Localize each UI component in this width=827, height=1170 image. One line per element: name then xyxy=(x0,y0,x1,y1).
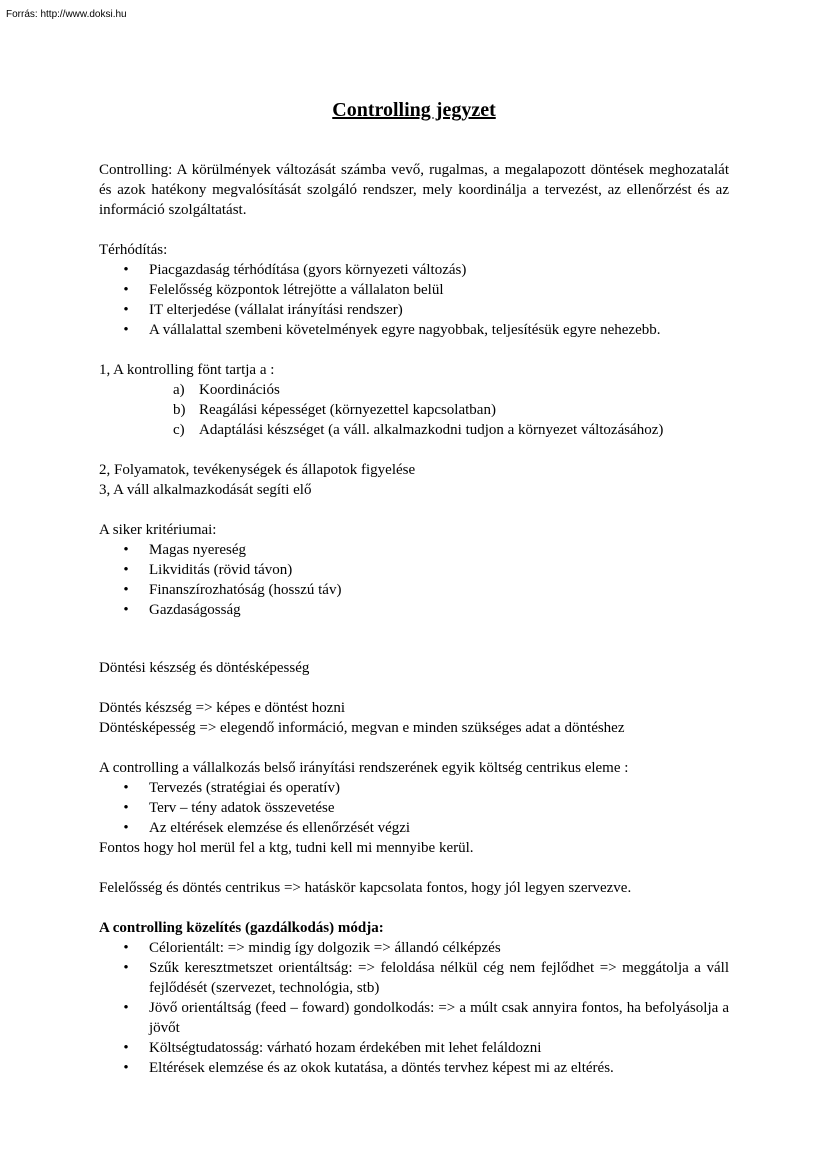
list-item: • IT elterjedése (vállalat irányítási rendszer) xyxy=(99,300,729,320)
list-item: • A vállalattal szembeni követelmények egyre nagyobbak, teljesítésük egyre nehezebb. xyxy=(99,320,729,340)
list-item: • Célorientált: => mindig így dolgozik => állandó célképzés xyxy=(99,938,729,958)
document-body xyxy=(99,160,729,1078)
list-item: • Költségtudatosság: várható hozam érdekében mit lehet feláldozni xyxy=(99,1038,729,1058)
bullet-icon: • xyxy=(123,282,129,298)
bullet-icon: • xyxy=(123,562,129,578)
list-item: • Szűk keresztmetszet orientáltság: => feloldása nélkül cég nem fejlődhet => meggátolja a váll fejlődését (szervezet, technológia, stb) xyxy=(99,958,729,998)
source-line: Forrás: http://www.doksi.hu xyxy=(6,9,127,20)
bullet-icon: • xyxy=(123,262,129,278)
bullet-icon: • xyxy=(123,940,129,956)
bullet-icon: • xyxy=(123,1060,129,1076)
definition-paragraph: Controlling: A körülmények változását számba vevő, rugalmas, a megalapozott döntések meghozatalát és azok hatékony megvalósítását szolgáló rendszer, mely koordinálja a tervezést, az ellenőrzést és az információ szolgáltatást. xyxy=(99,162,729,218)
felelosseg-line: Felelősség és döntés centrikus => hatáskör kapcsolata fontos, hogy jól legyen szervezve. xyxy=(99,880,632,896)
bullet-icon: • xyxy=(123,780,129,796)
kozelites-list xyxy=(99,938,729,1078)
bullet-icon: • xyxy=(123,322,129,338)
dontesi-heading: Döntési készség és döntésképesség xyxy=(99,660,310,676)
list-item: • Likviditás (rövid távon) xyxy=(99,560,729,580)
bullet-icon: • xyxy=(123,820,129,836)
sub-list-item: b) Reagálási képességet (környezettel kapcsolatban) xyxy=(173,402,496,418)
sub-list-item: c) Adaptálási készséget (a váll. alkalmazkodni tudjon a környezet változásához) xyxy=(173,422,664,438)
siker-list xyxy=(99,540,729,620)
terhoditas-list xyxy=(99,260,729,340)
bullet-icon: • xyxy=(123,602,129,618)
dontesi-line-1: Döntés készség => képes e döntést hozni xyxy=(99,700,346,716)
list-item: • Terv – tény adatok összevetése xyxy=(99,798,729,818)
list-item: • Jövő orientáltság (feed – foward) gondolkodás: => a múlt csak annyira fontos, ha befolyásolja a jövőt xyxy=(99,998,729,1038)
sub-list-item: a) Koordinációs xyxy=(173,382,280,398)
bullet-icon: • xyxy=(123,582,129,598)
list-item: • Eltérések elemzése és az okok kutatása, a döntés tervhez képest mi az eltérés. xyxy=(99,1058,729,1078)
terhoditas-heading: Térhódítás: xyxy=(99,242,168,258)
koltseg-list xyxy=(99,778,729,838)
list-item: • Magas nyereség xyxy=(99,540,729,560)
list-item: • Tervezés (stratégiai és operatív) xyxy=(99,778,729,798)
bullet-icon: • xyxy=(123,960,129,976)
sub-list xyxy=(99,380,729,440)
bullet-icon: • xyxy=(123,1000,129,1016)
list-item: • Finanszírozhatóság (hosszú táv) xyxy=(99,580,729,600)
numbered-item-3: 3, A váll alkalmazkodását segíti elő xyxy=(99,482,312,498)
numbered-item-1: 1, A kontrolling fönt tartja a : xyxy=(99,362,275,378)
page-title: Controlling jegyzet xyxy=(332,99,496,121)
bullet-icon: • xyxy=(123,302,129,318)
list-item: • Gazdaságosság xyxy=(99,600,729,620)
list-item: • Piacgazdaság térhódítása (gyors környezeti változás) xyxy=(99,260,729,280)
dontesi-line-2: Döntésképesség => elegendő információ, megvan e minden szükséges adat a döntéshez xyxy=(99,720,625,736)
kozelites-heading: A controlling közelítés (gazdálkodás) módja: xyxy=(99,920,384,936)
siker-heading: A siker kritériumai: xyxy=(99,522,217,538)
numbered-item-2: 2, Folyamatok, tevékenységek és állapotok figyelése xyxy=(99,462,416,478)
koltseg-intro: A controlling a vállalkozás belső irányítási rendszerének egyik költség centrikus eleme : xyxy=(99,760,629,776)
list-item: • Az eltérések elemzése és ellenőrzését végzi xyxy=(99,818,729,838)
list-item: • Felelősség központok létrejötte a vállalaton belül xyxy=(99,280,729,300)
bullet-icon: • xyxy=(123,542,129,558)
bullet-icon: • xyxy=(123,800,129,816)
bullet-icon: • xyxy=(123,1040,129,1056)
koltseg-after: Fontos hogy hol merül fel a ktg, tudni kell mi mennyibe kerül. xyxy=(99,840,474,856)
